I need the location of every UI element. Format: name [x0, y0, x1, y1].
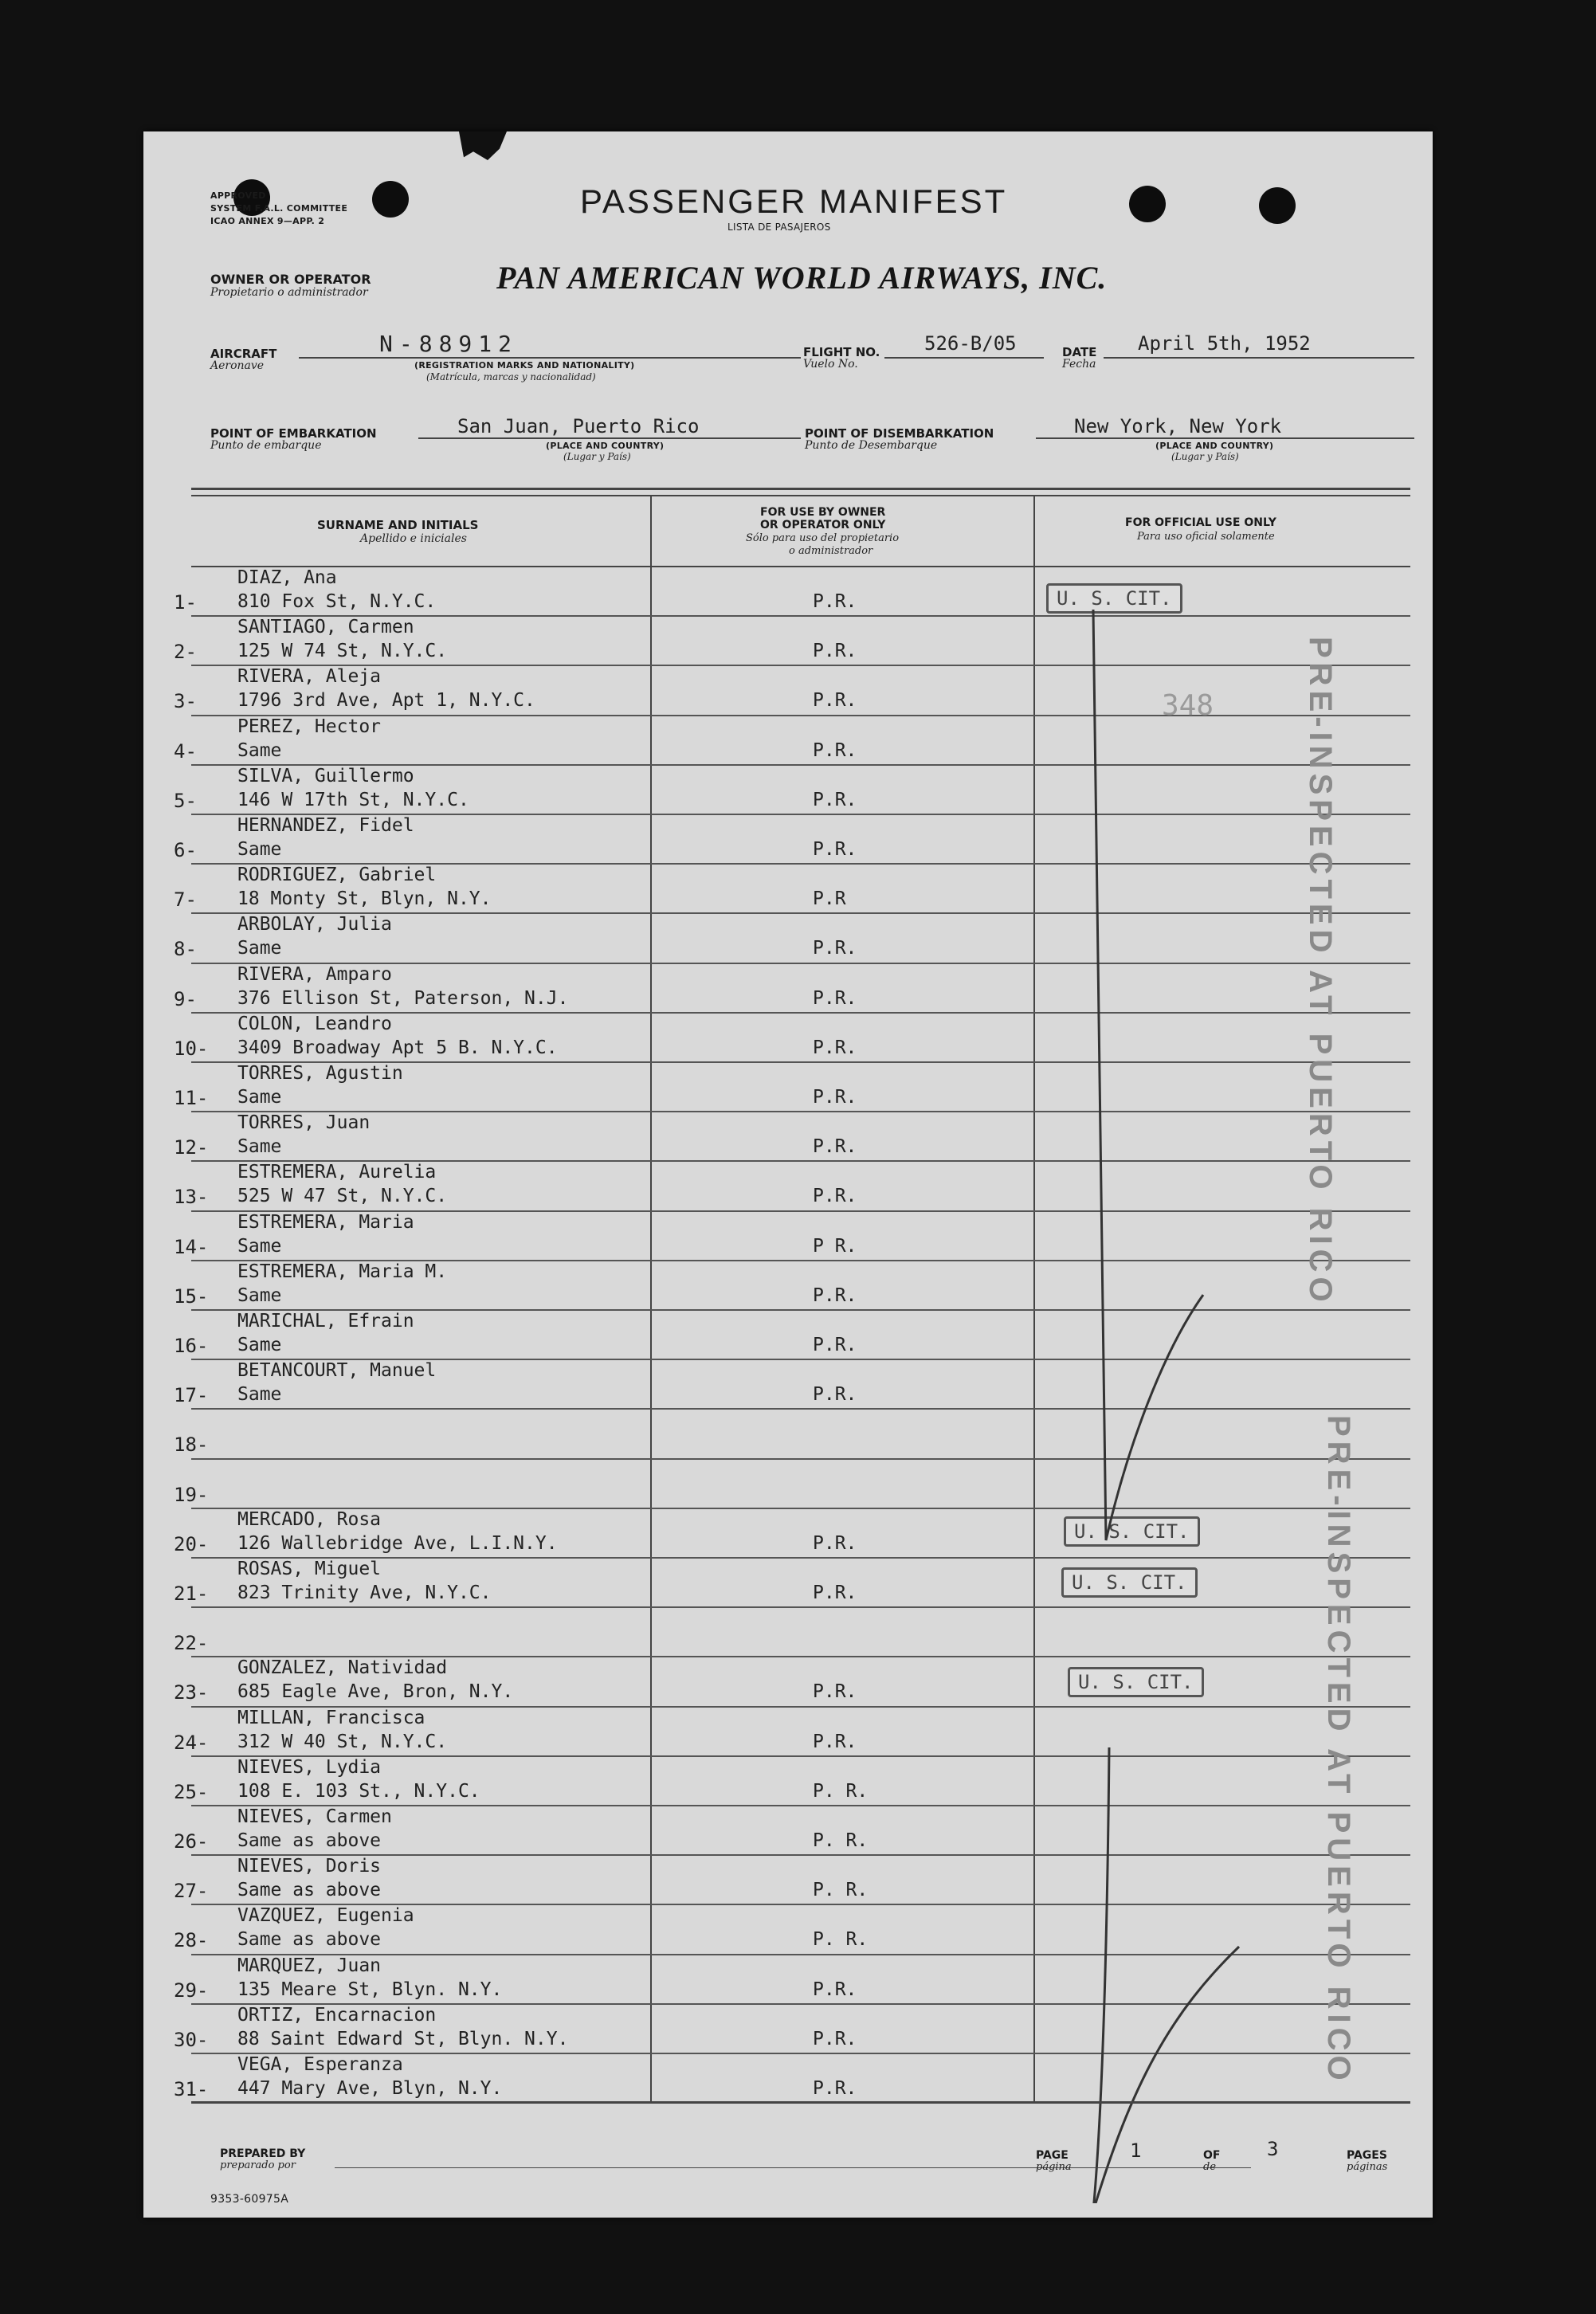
- page-label-es: página: [1036, 2161, 1072, 2173]
- operator-code: P.R.: [813, 1384, 857, 1406]
- prepared-by-line: [335, 2167, 1251, 2168]
- passenger-name: VEGA, Esperanza: [237, 2054, 403, 2075]
- registration-caption-es: (Matrícula, marcas y nacionalidad): [426, 371, 596, 382]
- passenger-name: TORRES, Agustin: [237, 1063, 403, 1084]
- operator-code: P.R.: [813, 1731, 857, 1752]
- passenger-name: ESTREMERA, Maria M.: [237, 1261, 448, 1282]
- passenger-address: 376 Ellison St, Paterson, N.J.: [237, 987, 569, 1009]
- passenger-address: 146 W 17th St, N.Y.C.: [237, 789, 469, 810]
- row-number: 5-: [174, 789, 197, 812]
- passenger-name: MERCADO, Rosa: [237, 1508, 382, 1530]
- disembark-place-caption: (PLACE AND COUNTRY): [1155, 441, 1274, 451]
- table-top-rule: [191, 488, 1410, 490]
- row-number: 11-: [174, 1087, 209, 1109]
- approved-line3: ICAO ANNEX 9—APP. 2: [210, 216, 325, 226]
- owner-value: PAN AMERICAN WORLD AIRWAYS, INC.: [496, 260, 1108, 296]
- row-number: 1-: [174, 591, 197, 614]
- embark-label-es: Punto de embarque: [210, 439, 322, 452]
- col-owner-header-es-a: Sólo para uso del propietario: [746, 532, 900, 544]
- col-official-header: FOR OFFICIAL USE ONLY: [1125, 516, 1276, 529]
- check-marks: [1084, 610, 1323, 2203]
- passenger-address: Same: [237, 839, 282, 860]
- passenger-address: Same as above: [237, 1929, 382, 1951]
- of-value: 3: [1267, 2138, 1279, 2160]
- embark-value: San Juan, Puerto Rico: [457, 415, 700, 437]
- operator-code: P.R.: [813, 938, 857, 959]
- passenger-address: 1796 3rd Ave, Apt 1, N.Y.C.: [237, 690, 535, 712]
- header-bottom-rule: [191, 566, 1410, 567]
- disembark-place-caption-es: (Lugar y País): [1171, 451, 1239, 462]
- pages-label-es: páginas: [1347, 2161, 1388, 2173]
- operator-code: P.R.: [813, 641, 857, 662]
- torn-corner: [459, 131, 507, 160]
- page-label: PAGE: [1036, 2149, 1069, 2162]
- column-divider-1: [650, 495, 652, 2101]
- passenger-address: Same as above: [237, 1880, 382, 1901]
- prepared-by-label-es: preparado por: [220, 2159, 296, 2171]
- operator-code: P.R.: [813, 987, 857, 1009]
- passenger-name: NIEVES, Lydia: [237, 1756, 382, 1778]
- passenger-name: RIVERA, Amparo: [237, 963, 392, 985]
- passenger-address: 108 E. 103 St., N.Y.C.: [237, 1780, 480, 1802]
- disembark-label: POINT OF DISEMBARKATION: [805, 426, 994, 441]
- owner-label-es: Propietario o administrador: [210, 286, 368, 299]
- aircraft-value: N-88912: [379, 331, 519, 357]
- row-number: 29-: [174, 1979, 209, 2002]
- passenger-name: ROSAS, Miguel: [237, 1559, 382, 1579]
- col-surname-header-es: Apellido e iniciales: [360, 532, 467, 545]
- operator-code: P.R.: [813, 1979, 857, 2000]
- row-number: 10-: [174, 1037, 209, 1060]
- punch-hole: [1129, 186, 1166, 222]
- pages-label: PAGES: [1347, 2149, 1387, 2162]
- operator-code: P R.: [813, 1235, 857, 1257]
- row-number: 8-: [174, 938, 197, 961]
- col-owner-header-es-b: o administrador: [789, 545, 873, 557]
- date-label: DATE: [1062, 345, 1097, 359]
- col-owner-header-b: OR OPERATOR ONLY: [760, 519, 886, 531]
- passenger-address: 135 Meare St, Blyn. N.Y.: [237, 1979, 503, 2000]
- row-number: 13-: [174, 1186, 209, 1209]
- pre-inspected-stamp: PRE-INSPECTED AT PUERTO RICO: [1303, 637, 1338, 1307]
- registration-caption: (REGISTRATION MARKS AND NATIONALITY): [414, 360, 635, 371]
- row-number: 6-: [174, 839, 197, 861]
- row-number: 2-: [174, 641, 197, 664]
- passenger-address: 3409 Broadway Apt 5 B. N.Y.C.: [237, 1037, 558, 1058]
- operator-code: P. R.: [813, 1880, 869, 1901]
- operator-code: P.R.: [813, 2028, 857, 2049]
- passenger-address: 125 W 74 St, N.Y.C.: [237, 641, 448, 662]
- row-number: 27-: [174, 1880, 209, 1903]
- passenger-name: ESTREMERA, Aurelia: [237, 1162, 437, 1183]
- operator-code: P.R.: [813, 789, 857, 810]
- date-underline: [1104, 357, 1414, 359]
- page-title: PASSENGER MANIFEST: [580, 182, 1008, 220]
- row-number: 30-: [174, 2028, 209, 2051]
- disembark-underline: [1036, 437, 1414, 439]
- passenger-name: TORRES, Juan: [237, 1112, 371, 1134]
- passenger-address: Same: [237, 1235, 282, 1257]
- operator-code: P.R.: [813, 1335, 857, 1355]
- row-number: 9-: [174, 987, 197, 1010]
- operator-code: P.R: [813, 888, 846, 910]
- date-value: April 5th, 1952: [1138, 332, 1311, 355]
- check-mark: [1093, 610, 1203, 1540]
- row-number: 19-: [174, 1483, 209, 1506]
- passenger-address: Same: [237, 1384, 282, 1406]
- row-number: 16-: [174, 1335, 209, 1357]
- operator-code: P.R.: [813, 591, 857, 612]
- aircraft-underline: [299, 357, 801, 359]
- passenger-name: ARBOLAY, Julia: [237, 914, 392, 935]
- passenger-name: NIEVES, Carmen: [237, 1806, 392, 1827]
- passenger-address: Same: [237, 1136, 282, 1158]
- page-value: 1: [1130, 2139, 1142, 2162]
- passenger-name: RODRIGUEZ, Gabriel: [237, 865, 437, 886]
- passenger-address: 447 Mary Ave, Blyn, N.Y.: [237, 2078, 503, 2099]
- passenger-name: MARQUEZ, Juan: [237, 1955, 382, 1976]
- passenger-name: SANTIAGO, Carmen: [237, 617, 414, 638]
- table-top-rule-2: [191, 495, 1410, 496]
- passenger-name: RIVERA, Aleja: [237, 666, 382, 688]
- operator-code: P.R.: [813, 1583, 857, 1603]
- number-348-stamp: 348: [1162, 689, 1214, 722]
- row-number: 22-: [174, 1632, 209, 1655]
- embark-label: POINT OF EMBARKATION: [210, 426, 377, 441]
- form-number: 9353-60975A: [210, 2193, 289, 2206]
- approved-label: APPROVED: [210, 190, 266, 201]
- embark-place-caption-es: (Lugar y País): [563, 451, 631, 462]
- passenger-name: MILLAN, Francisca: [237, 1707, 425, 1728]
- col-surname-header: SURNAME AND INITIALS: [317, 518, 479, 532]
- row-number: 25-: [174, 1780, 209, 1803]
- col-owner-header-a: FOR USE BY OWNER: [760, 506, 886, 519]
- passenger-address: 126 Wallebridge Ave, L.I.N.Y.: [237, 1532, 558, 1554]
- passenger-name: VAZQUEZ, Eugenia: [237, 1905, 414, 1927]
- passenger-address: Same: [237, 938, 282, 959]
- passenger-address: Same: [237, 1284, 282, 1306]
- row-number: 20-: [174, 1532, 209, 1555]
- operator-code: P. R.: [813, 1830, 869, 1851]
- pre-inspected-stamp: PRE-INSPECTED AT PUERTO RICO: [1321, 1415, 1356, 2085]
- passenger-address: Same: [237, 1087, 282, 1108]
- row-number: 12-: [174, 1136, 209, 1159]
- disembark-label-es: Punto de Desembarque: [805, 439, 938, 452]
- flight-underline: [884, 357, 1044, 359]
- passenger-name: ESTREMERA, Maria: [237, 1211, 414, 1233]
- col-official-header-es: Para uso oficial solamente: [1137, 531, 1275, 543]
- passenger-address: Same: [237, 1335, 282, 1355]
- operator-code: P.R.: [813, 690, 857, 712]
- passenger-address: 88 Saint Edward St, Blyn. N.Y.: [237, 2028, 569, 2049]
- aircraft-label: AIRCRAFT: [210, 347, 277, 361]
- row-number: 3-: [174, 690, 197, 713]
- row-number: 31-: [174, 2078, 209, 2100]
- operator-code: P.R.: [813, 2078, 857, 2099]
- operator-code: P.R.: [813, 1037, 857, 1058]
- operator-code: P.R.: [813, 1532, 857, 1554]
- passenger-name: PEREZ, Hector: [237, 716, 382, 737]
- passenger-name: SILVA, Guillermo: [237, 765, 414, 786]
- row-number: 14-: [174, 1235, 209, 1258]
- row-number: 23-: [174, 1681, 209, 1704]
- row-number: 21-: [174, 1583, 209, 1605]
- operator-code: P.R.: [813, 739, 857, 761]
- check-mark: [1093, 1747, 1239, 2203]
- row-number: 7-: [174, 888, 197, 912]
- row-number: 18-: [174, 1434, 209, 1457]
- operator-code: P.R.: [813, 1087, 857, 1108]
- column-divider-2: [1033, 495, 1035, 2101]
- embark-underline: [418, 437, 801, 439]
- passenger-name: HERNANDEZ, Fidel: [237, 815, 414, 836]
- passenger-name: BETANCOURT, Manuel: [237, 1360, 437, 1382]
- operator-code: P. R.: [813, 1780, 869, 1802]
- operator-code: P.R.: [813, 1284, 857, 1306]
- passenger-name: ORTIZ, Encarnacion: [237, 2004, 437, 2026]
- operator-code: P.R.: [813, 1681, 857, 1703]
- passenger-address: 810 Fox St, N.Y.C.: [237, 591, 437, 612]
- disembark-value: New York, New York: [1074, 415, 1282, 437]
- row-number: 4-: [174, 739, 197, 763]
- passenger-address: Same as above: [237, 1830, 382, 1851]
- passenger-address: 525 W 47 St, N.Y.C.: [237, 1186, 448, 1207]
- passenger-name: GONZALEZ, Natividad: [237, 1657, 448, 1679]
- flight-label-es: Vuelo No.: [803, 358, 858, 371]
- passenger-name: COLON, Leandro: [237, 1013, 392, 1034]
- prepared-by-label: PREPARED BY: [220, 2147, 306, 2160]
- passenger-name: NIEVES, Doris: [237, 1856, 382, 1877]
- punch-hole: [372, 181, 409, 218]
- passenger-name: MARICHAL, Efrain: [237, 1311, 414, 1332]
- operator-code: P. R.: [813, 1929, 869, 1951]
- punch-hole: [1259, 187, 1296, 224]
- owner-label: OWNER OR OPERATOR: [210, 272, 371, 287]
- us-cit-stamp: U. S. CIT.: [1046, 583, 1182, 614]
- embark-place-caption: (PLACE AND COUNTRY): [546, 441, 665, 451]
- page-title-es: LISTA DE PASAJEROS: [727, 222, 831, 233]
- passenger-address: 312 W 40 St, N.Y.C.: [237, 1731, 448, 1752]
- operator-code: P.R.: [813, 1186, 857, 1207]
- us-cit-stamp: U. S. CIT.: [1061, 1567, 1198, 1598]
- date-label-es: Fecha: [1062, 358, 1096, 371]
- passenger-address: 685 Eagle Ave, Bron, N.Y.: [237, 1681, 514, 1703]
- passenger-name: DIAZ, Ana: [237, 567, 337, 588]
- aircraft-label-es: Aeronave: [210, 359, 265, 372]
- row-number: 28-: [174, 1929, 209, 1952]
- us-cit-stamp: U. S. CIT.: [1068, 1667, 1204, 1697]
- us-cit-stamp: U. S. CIT.: [1064, 1516, 1200, 1547]
- of-label-es: de: [1203, 2161, 1217, 2173]
- operator-code: P.R.: [813, 1136, 857, 1158]
- passenger-address: 18 Monty St, Blyn, N.Y.: [237, 888, 492, 910]
- row-number: 24-: [174, 1731, 209, 1754]
- passenger-address: 823 Trinity Ave, N.Y.C.: [237, 1583, 492, 1603]
- manifest-page: [143, 131, 1433, 2218]
- flight-value: 526-B/05: [924, 332, 1017, 355]
- approved-line2: SYSTEM F.A.L. COMMITTEE: [210, 203, 348, 214]
- table-bottom-rule: [191, 2101, 1410, 2104]
- row-number: 17-: [174, 1384, 209, 1407]
- passenger-address: Same: [237, 739, 282, 761]
- row-number: 26-: [174, 1830, 209, 1853]
- operator-code: P.R.: [813, 839, 857, 860]
- of-label: OF: [1203, 2149, 1221, 2162]
- row-number: 15-: [174, 1284, 209, 1308]
- flight-label: FLIGHT NO.: [803, 345, 880, 359]
